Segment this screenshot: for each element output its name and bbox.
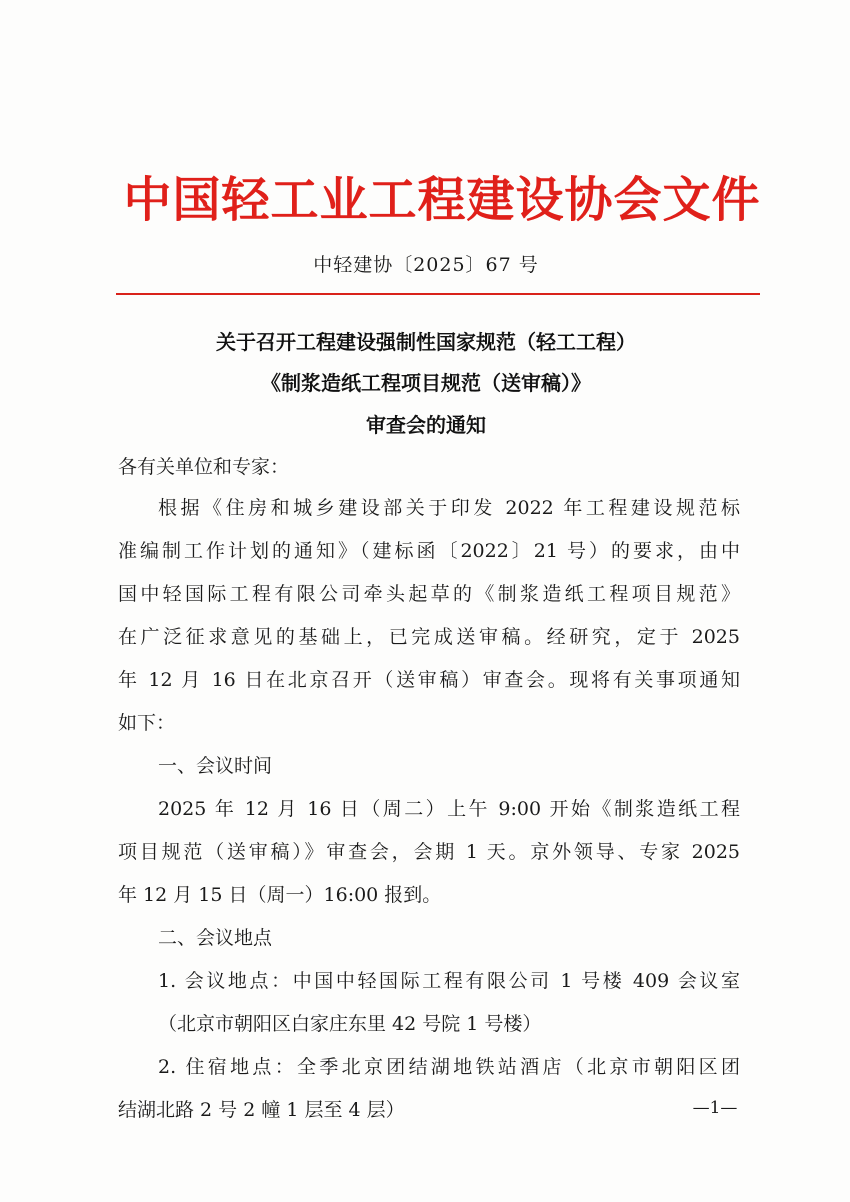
paragraph-1-line: 年 12 月 16 日在北京召开（送审稿）审查会。现将有关事项通知	[118, 669, 740, 691]
paragraph-1-line: 如下：	[118, 712, 176, 734]
paragraph-1-line: 根据《住房和城乡建设部关于印发 2022 年工程建设规范标	[158, 497, 740, 519]
page-number: —1—	[692, 1098, 738, 1118]
red-divider-rule	[116, 293, 760, 295]
section-1-line: 2025 年 12 月 16 日（周二）上午 9:00 开始《制浆造纸工程	[158, 798, 740, 820]
salutation: 各有关单位和专家：	[118, 456, 290, 478]
lodging-line: 2. 住宿地点：全季北京团结湖地铁站酒店（北京市朝阳区团	[158, 1056, 740, 1078]
paragraph-1-line: 国中轻国际工程有限公司牵头起草的《制浆造纸工程项目规范》	[118, 583, 740, 605]
section-1-line: 年 12 月 15 日（周一）16:00 报到。	[118, 884, 442, 906]
paragraph-1-line: 在广泛征求意见的基础上，已完成送审稿。经研究，定于 2025	[118, 626, 740, 648]
notice-title-line-2: 《制浆造纸工程项目规范（送审稿）》	[261, 371, 591, 395]
section-2-heading: 二、会议地点	[158, 927, 273, 949]
paragraph-1-line: 准编制工作计划的通知》（建标函〔2022〕21 号）的要求，由中	[118, 540, 740, 562]
section-1-heading: 一、会议时间	[158, 755, 273, 777]
lodging-address-line: 结湖北路 2 号 2 幢 1 层至 4 层）	[118, 1099, 405, 1121]
venue-address-line: （北京市朝阳区白家庄东里 42 号院 1 号楼）	[158, 1013, 542, 1035]
document-number: 中轻建协〔2025〕67 号	[313, 254, 539, 276]
notice-title-line-1: 关于召开工程建设强制性国家规范（轻工工程）	[216, 330, 636, 354]
notice-title-line-3: 审查会的通知	[366, 413, 486, 437]
venue-line: 1. 会议地点：中国中轻国际工程有限公司 1 号楼 409 会议室	[158, 970, 740, 992]
masthead-title: 中国轻工业工程建设协会文件	[123, 172, 761, 228]
section-1-line: 项目规范（送审稿）》审查会，会期 1 天。京外领导、专家 2025	[118, 841, 740, 863]
